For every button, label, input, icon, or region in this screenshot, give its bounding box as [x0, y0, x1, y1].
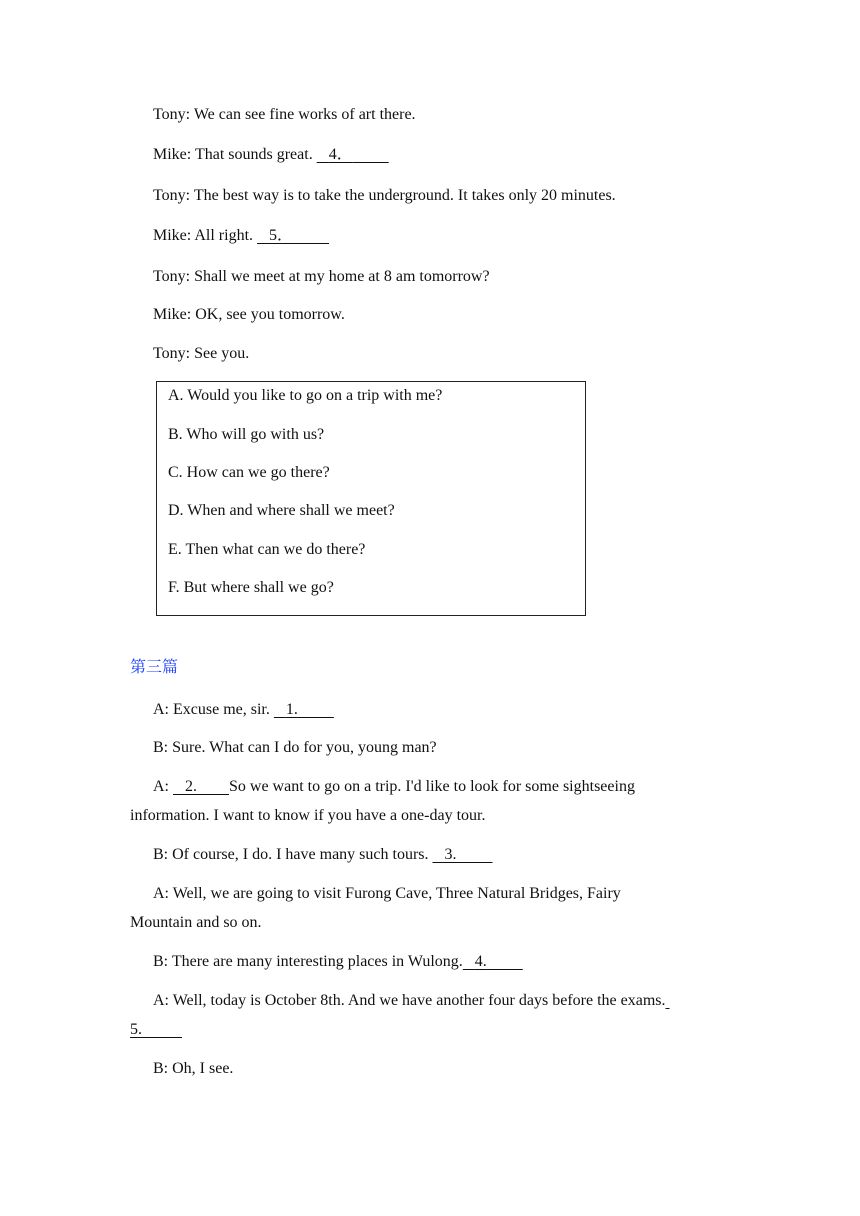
dialogue2-line-5: A: Well, we are going to visit Furong Cave, Three Natural Bridges, Fairy [153, 885, 621, 902]
line-text: The best way is to take the underground. It takes only 20 minutes. [193, 187, 616, 204]
dialogue1-line-1 [153, 105, 416, 125]
line-text: Shall we meet at my home at 8 am tomorrow? [194, 268, 490, 285]
answer-blank-5b[interactable] [130, 1021, 182, 1038]
line-text: Excuse me, sir. [173, 701, 270, 718]
answer-blank-4b[interactable] [463, 953, 523, 970]
line-text: A: Well, today is October 8th. And we have another four days before the exams. [153, 992, 666, 1009]
speaker: Mike: [153, 146, 192, 163]
dialogue2-line-5-cont: Mountain and so on. [130, 914, 262, 931]
dialogue2-line-6 [153, 952, 523, 972]
option-f: F. But where shall we go? [168, 579, 334, 596]
speaker: A: [153, 778, 169, 795]
dialogue2-line-4 [153, 845, 493, 865]
blank-number: 4. [474, 953, 487, 970]
dialogue1-line-3 [153, 186, 616, 206]
line-text: See you. [194, 345, 250, 362]
speaker: Tony: [153, 268, 191, 285]
blank-number: 2. [185, 778, 197, 795]
speaker: Tony: [153, 106, 191, 123]
blank-number: 1. [285, 701, 298, 718]
answer-blank-3[interactable] [433, 846, 493, 863]
options-box [156, 381, 586, 616]
dialogue2-line-1 [153, 700, 334, 720]
line-text: B: Of course, I do. I have many such tours. [153, 846, 429, 863]
answer-blank-5b-lead[interactable] [666, 992, 670, 1009]
answer-blank-2[interactable] [173, 778, 229, 795]
speaker: Tony: [153, 187, 191, 204]
option-c: C. How can we go there? [168, 464, 330, 481]
answer-blank-4[interactable] [317, 146, 389, 163]
dialogue2-line-7-cont [130, 1020, 182, 1040]
line-text: B: There are many interesting places in Wulong. [153, 953, 463, 970]
dialogue1-line-4 [153, 226, 329, 246]
dialogue2-line-2: B: Sure. What can I do for you, young man? [153, 739, 437, 756]
speaker: Mike: [153, 227, 192, 244]
line-text: So we want to go on a trip. I'd like to look for some sightseeing [229, 778, 635, 795]
blank-number: 3. [444, 846, 457, 863]
line-text: OK, see you tomorrow. [195, 306, 345, 323]
answer-blank-1[interactable] [274, 701, 334, 718]
dialogue1-line-2 [153, 145, 389, 165]
dialogue2-line-7 [153, 991, 670, 1011]
speaker: A: [153, 701, 169, 718]
line-text: We can see fine works of art there. [193, 106, 416, 123]
dialogue1-line-6 [153, 305, 345, 325]
speaker: Mike: [153, 306, 192, 323]
blank-number: 4． [328, 146, 353, 163]
option-a: A. Would you like to go on a trip with me? [168, 387, 443, 404]
blank-number: 5． [269, 227, 294, 244]
answer-blank-5[interactable] [257, 227, 329, 244]
option-b: B. Who will go with us? [168, 426, 325, 443]
speaker: Tony: [153, 345, 191, 362]
dialogue1-line-5 [153, 267, 490, 287]
line-text: All right. [194, 227, 254, 244]
section-heading: 第三篇 [130, 659, 179, 676]
dialogue2-line-8: B: Oh, I see. [153, 1060, 234, 1077]
option-e: E. Then what can we do there? [168, 541, 366, 558]
dialogue1-line-7 [153, 344, 249, 364]
line-text: That sounds great. [194, 146, 313, 163]
dialogue2-line-3 [153, 777, 635, 797]
option-d: D. When and where shall we meet? [168, 502, 395, 519]
blank-number: 5. [130, 1021, 142, 1038]
dialogue2-line-3-cont: information. I want to know if you have a one-day tour. [130, 807, 486, 824]
